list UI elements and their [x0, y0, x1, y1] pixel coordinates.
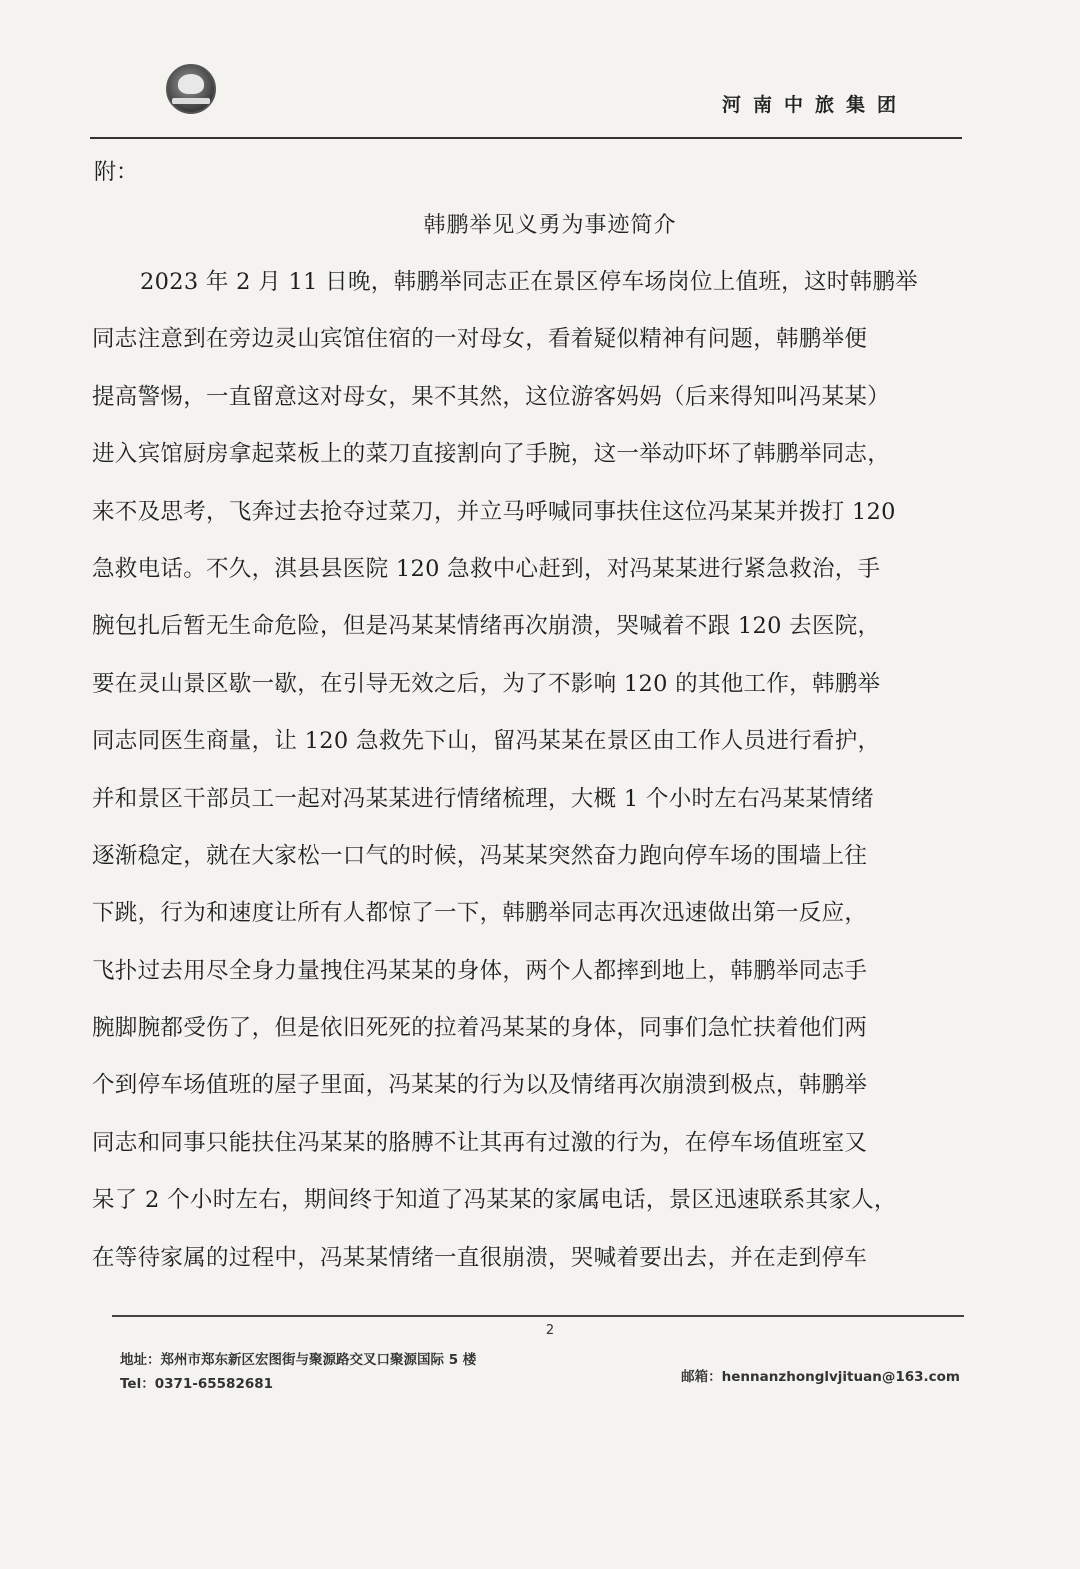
body-line: 腕包扎后暂无生命危险，但是冯某某情绪再次崩溃，哭喊着不跟 120 去医院， [92, 613, 881, 640]
logo-band [172, 98, 210, 104]
attachment-label: 附： [94, 160, 139, 185]
body-line: 飞扑过去用尽全身力量拽住冯某某的身体，两个人都摔到地上，韩鹏举同志手 [92, 957, 868, 984]
body-line: 提高警惕，一直留意这对母女，果不其然，这位游客妈妈（后来得知叫冯某某） [92, 383, 891, 410]
body-line: 呆了 2 个小时左右，期间终于知道了冯某某的家属电话，景区迅速联系其家人， [92, 1187, 897, 1214]
company-logo [166, 64, 216, 114]
document-title: 韩鹏举见义勇为事迹简介 [423, 213, 677, 238]
footer-email: 邮箱：hennanzhonglvjituan@163.com [681, 1369, 960, 1385]
body-line: 同志和同事只能扶住冯某某的胳膊不让其再有过激的行为，在停车场值班室又 [92, 1129, 868, 1156]
body-line: 并和景区干部员工一起对冯某某进行情绪梳理，大概 1 个小时左右冯某某情绪 [92, 785, 874, 812]
page-number: 2 [545, 1323, 555, 1338]
footer-divider [112, 1315, 964, 1317]
body-line: 下跳，行为和速度让所有人都惊了一下，韩鹏举同志再次迅速做出第一反应， [92, 900, 868, 927]
body-line: 来不及思考，飞奔过去抢夺过菜刀，并立马呼喊同事扶住这位冯某某并拨打 120 [92, 498, 896, 525]
body-line: 同志同医生商量，让 120 急救先下山，留冯某某在景区由工作人员进行看护， [92, 728, 881, 755]
body-line: 在等待家属的过程中，冯某某情绪一直很崩溃，哭喊着要出去，并在走到停车 [92, 1244, 868, 1271]
body-line: 逐渐稳定，就在大家松一口气的时候，冯某某突然奋力跑向停车场的围墙上往 [92, 842, 868, 869]
footer-address: 地址：郑州市郑东新区宏图街与聚源路交叉口聚源国际 5 楼 [120, 1352, 477, 1368]
body-line: 2023 年 2 月 11 日晚，韩鹏举同志正在景区停车场岗位上值班，这时韩鹏举 [140, 269, 918, 295]
body-line: 急救电话。不久，淇县县医院 120 急救中心赶到，对冯某某进行紧急救治，手 [92, 555, 881, 582]
company-name: 河南中旅集团 [721, 94, 908, 116]
body-line: 个到停车场值班的屋子里面，冯某某的行为以及情绪再次崩溃到极点，韩鹏举 [92, 1072, 868, 1099]
body-line: 要在灵山景区歇一歇，在引导无效之后，为了不影响 120 的其他工作，韩鹏举 [92, 670, 881, 697]
body-line: 同志注意到在旁边灵山宾馆住宿的一对母女，看着疑似精神有问题，韩鹏举便 [92, 326, 868, 353]
header-divider [90, 137, 962, 139]
body-text [92, 262, 972, 1295]
logo-mark-icon [178, 74, 204, 94]
footer-tel: Tel：0371-65582681 [120, 1376, 274, 1392]
body-line: 进入宾馆厨房拿起菜板上的菜刀直接割向了手腕，这一举动吓坏了韩鹏举同志， [92, 441, 891, 468]
body-line: 腕脚腕都受伤了，但是依旧死死的拉着冯某某的身体，同事们急忙扶着他们两 [92, 1015, 868, 1042]
